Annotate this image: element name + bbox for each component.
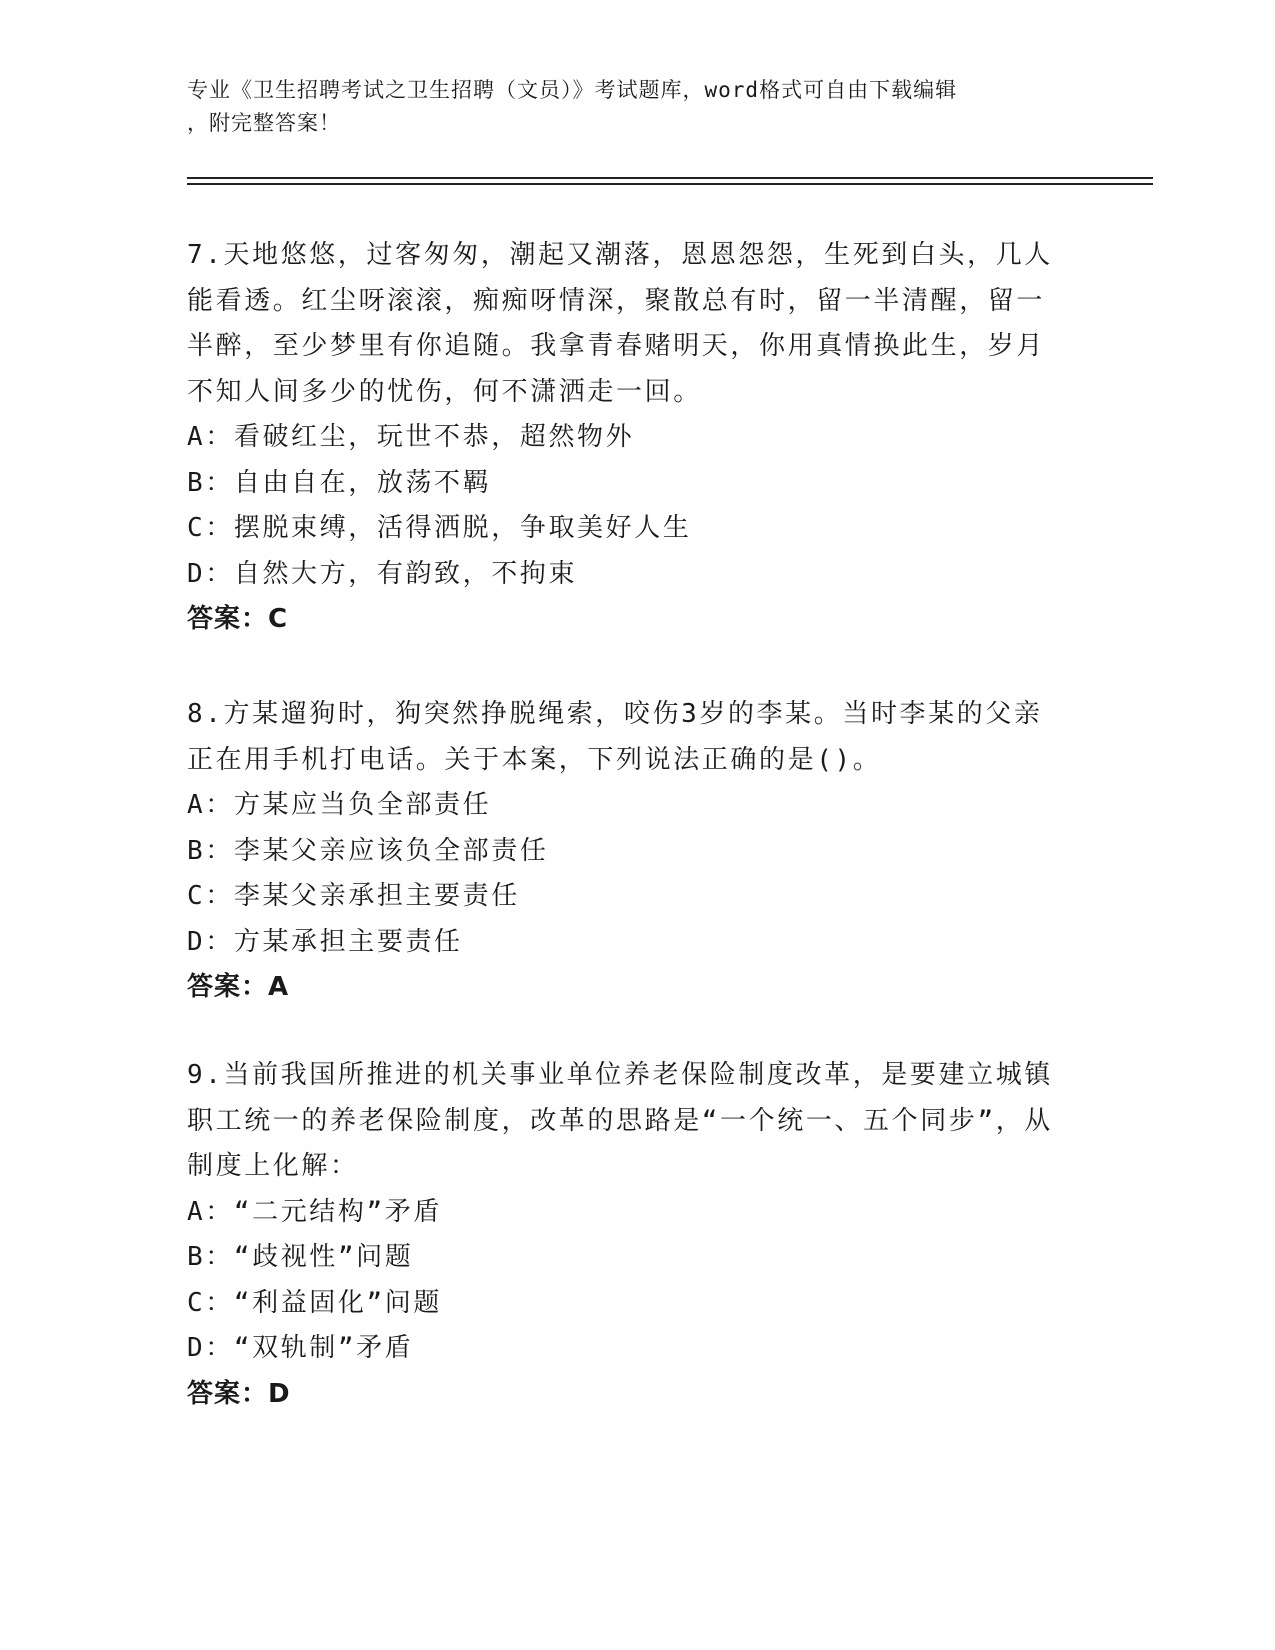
answer-label: 答案：A — [187, 972, 290, 1002]
question-stem: 9.当前我国所推进的机关事业单位养老保险制度改革，是要建立城镇职工统一的养老保险制度，改革的思路是“一个统一、五个同步”，从制度上化解： — [187, 1060, 1053, 1181]
question-stem: 8.方某遛狗时，狗突然挣脱绳索，咬伤3岁的李某。当时李某的父亲正在用手机打电话。关于本案，下列说法正确的是()。 — [187, 699, 1043, 775]
question-stem: 7.天地悠悠，过客匆匆，潮起又潮落，恩恩怨怨，生死到白头，几人能看透。红尘呀滚滚，痴痴呀情深，聚散总有时，留一半清醒，留一半醉，至少梦里有你追随。我拿青春赌明天，你用真情换此生，岁月不知人间多少的忧伤，何不潇洒走一回。 — [187, 240, 1053, 407]
header-divider-top — [187, 177, 1153, 179]
option-c: C：摆脱束缚，活得洒脱，争取美好人生 — [187, 513, 692, 543]
option-b: B：自由自在，放荡不羁 — [187, 467, 492, 498]
answer-label: 答案：D — [187, 1378, 291, 1409]
header-divider-bottom — [187, 183, 1153, 185]
option-a: A：“二元结构”矛盾 — [187, 1196, 442, 1227]
option-d: D：自然大方，有韵致，不拘束 — [187, 558, 578, 589]
document-header — [187, 74, 1067, 140]
header-line-1: 专业《卫生招聘考试之卫生招聘（文员）》考试题库，word格式可自由下载编辑 — [187, 78, 958, 102]
header-line-2: ，附完整答案！ — [187, 111, 341, 135]
option-b: B：李某父亲应该负全部责任 — [187, 835, 549, 866]
option-a: A：方某应当负全部责任 — [187, 790, 492, 820]
question-9 — [187, 1053, 1067, 1417]
option-d: D：方某承担主要责任 — [187, 926, 463, 957]
option-c: C：李某父亲承担主要责任 — [187, 881, 520, 911]
question-8 — [187, 692, 1067, 1011]
question-7 — [187, 233, 1067, 643]
option-b: B：“歧视性”问题 — [187, 1242, 414, 1272]
option-a: A：看破红尘，玩世不恭，超然物外 — [187, 422, 635, 452]
option-c: C：“利益固化”问题 — [187, 1287, 442, 1318]
answer-label: 答案：C — [187, 604, 289, 634]
option-d: D：“双轨制”矛盾 — [187, 1333, 414, 1363]
